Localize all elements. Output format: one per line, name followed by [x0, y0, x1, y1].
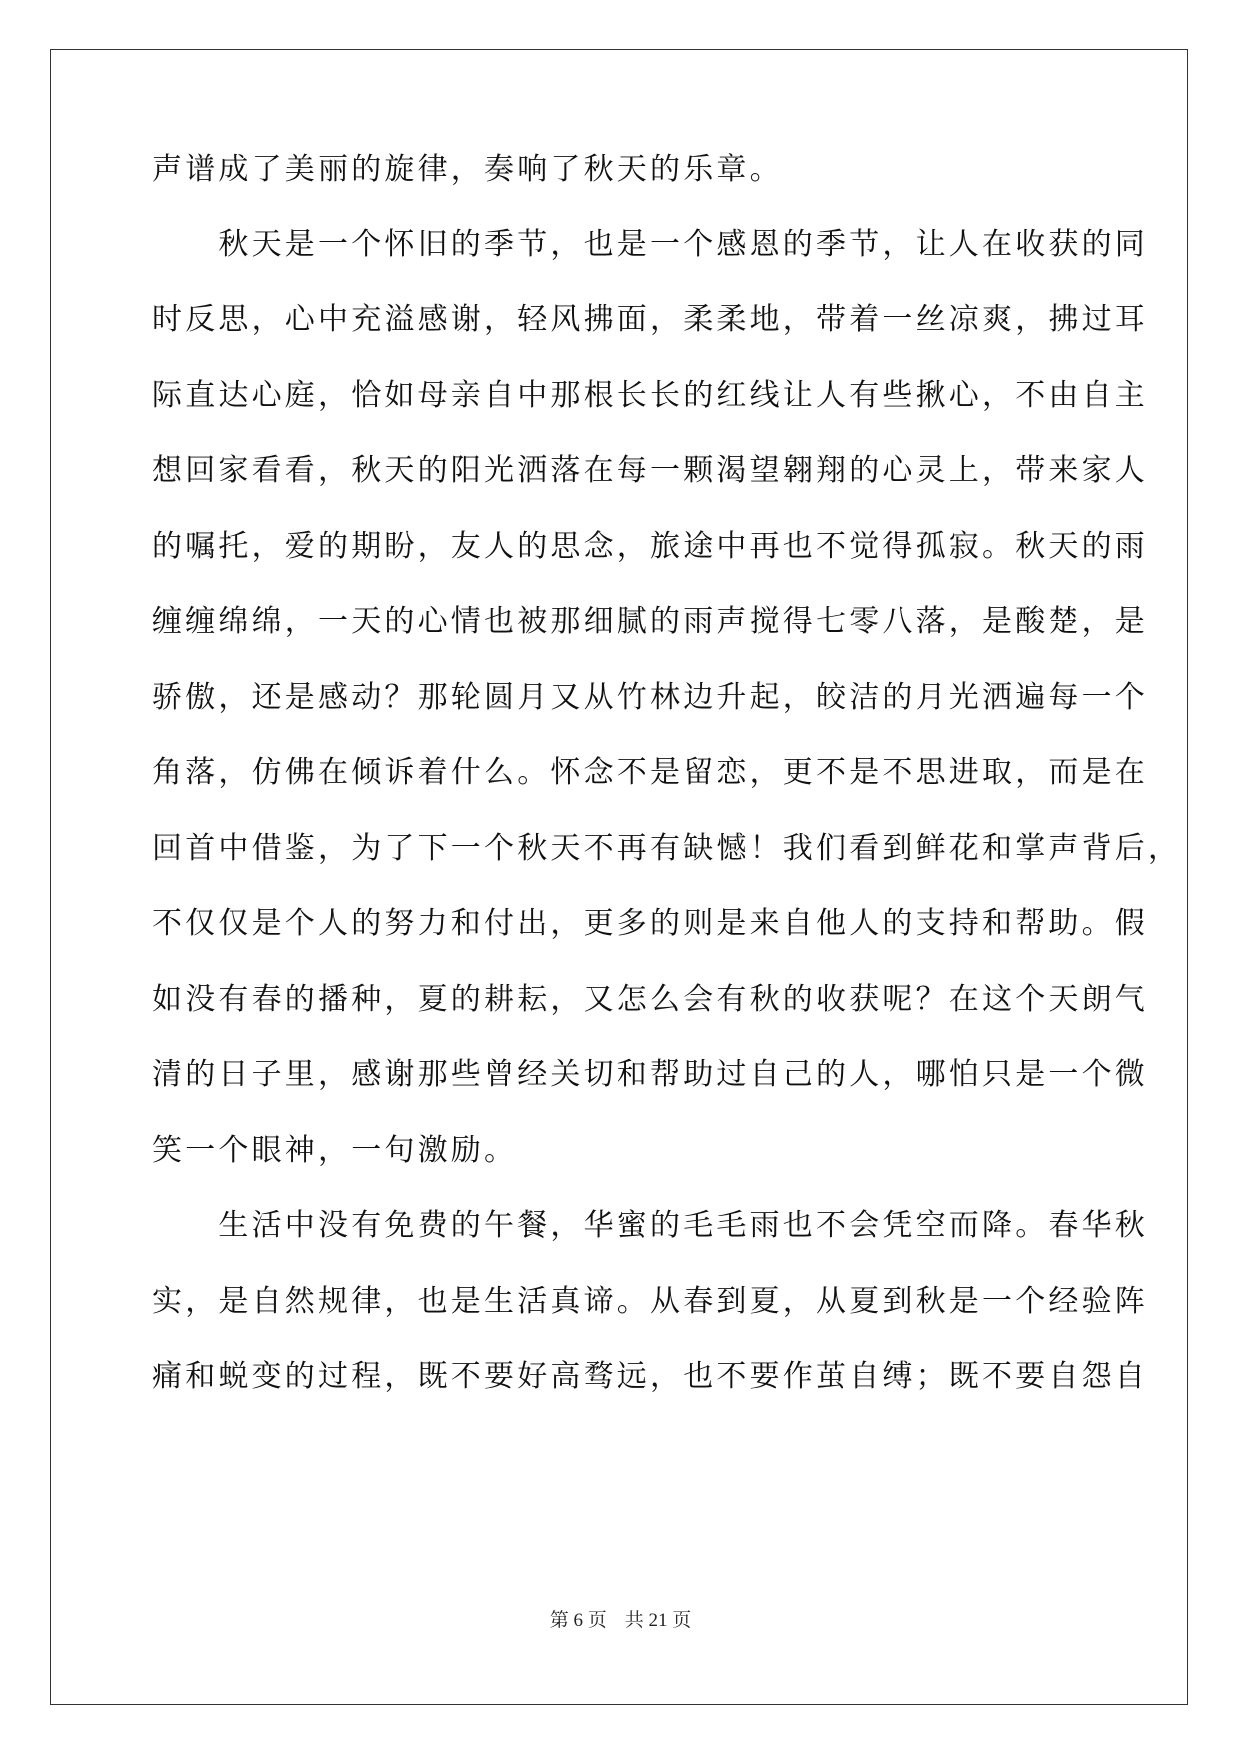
text-line: 清的日子里，感谢那些曾经关切和帮助过自己的人，哪怕只是一个微: [152, 1057, 1148, 1092]
text-line: 声谱成了美丽的旋律，奏响了秋天的乐章。: [152, 152, 783, 187]
text-line: 角落，仿佛在倾诉着什么。怀念不是留恋，更不是不思进取，而是在: [152, 755, 1148, 790]
current-page-number: 第 6 页: [549, 1610, 607, 1631]
text-line: 缠缠绵绵，一天的心情也被那细腻的雨声搅得七零八落，是酸楚，是: [152, 604, 1148, 639]
page-border: [50, 49, 1188, 1705]
text-line: 时反思，心中充溢感谢，轻风拂面，柔柔地，带着一丝凉爽，拂过耳: [152, 302, 1148, 337]
page-footer: [0, 1609, 1241, 1633]
text-line: 想回家看看，秋天的阳光洒落在每一颗渴望翱翔的心灵上，带来家人: [152, 453, 1148, 488]
text-line: 际直达心庭，恰如母亲自中那根长长的红线让人有些揪心，不由自主: [152, 378, 1148, 413]
text-line: 秋天是一个怀旧的季节，也是一个感恩的季节，让人在收获的同: [152, 227, 1148, 262]
text-line: 的嘱托，爱的期盼，友人的思念，旅途中再也不觉得孤寂。秋天的雨: [152, 529, 1148, 564]
text-line: 骄傲，还是感动？那轮圆月又从竹林边升起，皎洁的月光洒遍每一个: [152, 680, 1148, 715]
text-line: 如没有春的播种，夏的耕耘，又怎么会有秋的收获呢？在这个天朗气: [152, 982, 1148, 1017]
text-line: 不仅仅是个人的努力和付出，更多的则是来自他人的支持和帮助。假: [152, 906, 1148, 941]
text-line: 实，是自然规律，也是生活真谛。从春到夏，从夏到秋是一个经验阵: [152, 1284, 1148, 1319]
text-line: 痛和蜕变的过程，既不要好高骛远，也不要作茧自缚；既不要自怨自: [152, 1359, 1148, 1394]
text-line: 生活中没有免费的午餐，华蜜的毛毛雨也不会凭空而降。春华秋: [152, 1208, 1148, 1243]
text-line: 笑一个眼神，一句激励。: [152, 1133, 518, 1168]
text-line: 回首中借鉴，为了下一个秋天不再有缺憾！我们看到鲜花和掌声背后，: [152, 831, 1182, 866]
total-page-count: 共 21 页: [624, 1610, 692, 1631]
